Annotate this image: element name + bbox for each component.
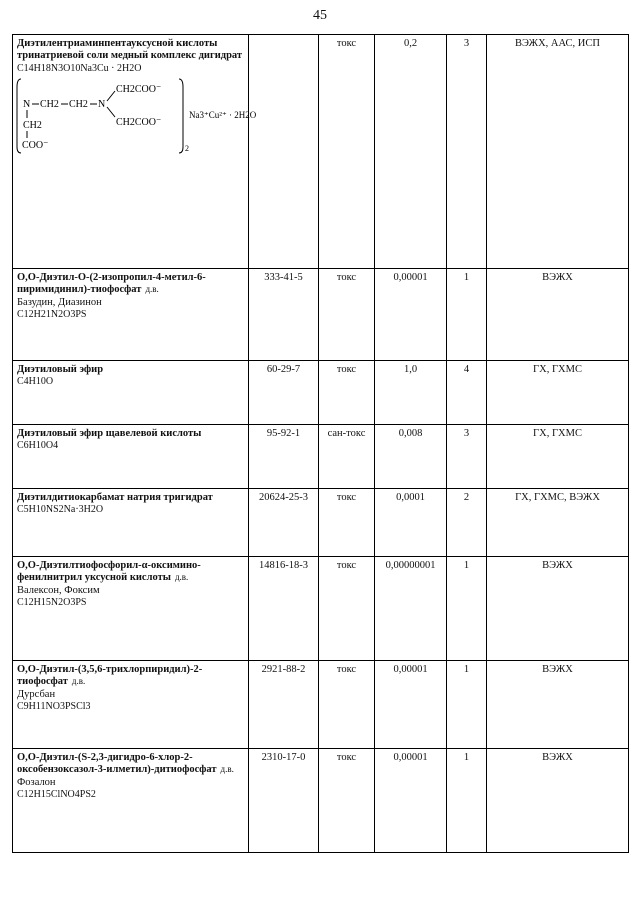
method-cell: ВЭЖХ xyxy=(487,269,629,361)
branch-bottom: CH2COO⁻ xyxy=(116,116,162,128)
cas-cell: 2310-17-0 xyxy=(249,749,319,853)
structural-formula xyxy=(17,77,257,155)
hazard-cell: токс xyxy=(319,35,375,269)
class-cell: 1 xyxy=(447,661,487,749)
down-coo: COO⁻ xyxy=(22,139,49,151)
n-right: N xyxy=(98,98,106,110)
ch2-b: CH2 xyxy=(69,98,88,110)
hazard-cell: токс xyxy=(319,749,375,853)
cas-cell: 60-29-7 xyxy=(249,361,319,425)
method-cell: ГХ, ГХМС xyxy=(487,361,629,425)
substance-formula: C12H15ClNO4PS2 xyxy=(17,789,96,801)
mpc-cell: 0,2 xyxy=(375,35,447,269)
method-cell: ГХ, ГХМС xyxy=(487,425,629,489)
substance-name: Диэтилентриаминпентауксусной кислоты тринатриевой соли медный комплекс дигидрат xyxy=(17,38,243,62)
substance-table xyxy=(12,34,629,853)
mpc-cell: 0,00001 xyxy=(375,749,447,853)
method-cell: ВЭЖХ xyxy=(487,749,629,853)
substance-name: O,O-Диэтил-(3,5,6-трихлорпиридил)-2-тиофосфат xyxy=(17,664,203,688)
cas-cell: 20624-25-3 xyxy=(249,489,319,557)
substance-name: O,O-Диэтил-(S-2,3-дигидро-6-хлор-2-оксобензоксазол-3-илметил)-дитиофосфат xyxy=(17,752,217,776)
method-cell: ГХ, ГХМС, ВЭЖХ xyxy=(487,489,629,557)
dv-mark: д.в. xyxy=(71,676,86,687)
class-cell: 4 xyxy=(447,361,487,425)
method-cell: ВЭЖХ, ААС, ИСП xyxy=(487,35,629,269)
substance-synonyms: Базудин, Диазинон xyxy=(17,296,102,308)
substance-name: O,O-Диэтилтиофосфорил-α-оксимино-фенилнитрил уксусной кислоты xyxy=(17,560,201,584)
substance-synonyms: Дурсбан xyxy=(17,688,56,700)
substance-cell xyxy=(13,661,249,749)
table-row xyxy=(13,269,629,361)
hazard-cell: токс xyxy=(319,361,375,425)
substance-formula: C5H10NS2Na·3H2O xyxy=(17,504,104,516)
table-row xyxy=(13,35,629,269)
method-cell: ВЭЖХ xyxy=(487,661,629,749)
dv-mark: д.в. xyxy=(145,284,159,295)
substance-cell xyxy=(13,35,257,269)
subscript-2: 2 xyxy=(185,143,189,153)
substance-cell xyxy=(13,361,249,425)
page-number: 45 xyxy=(313,8,327,23)
hazard-cell: токс xyxy=(319,661,375,749)
table-row xyxy=(13,749,629,853)
substance-formula: C4H10O xyxy=(17,376,54,388)
mpc-cell: 0,00001 xyxy=(375,661,447,749)
mpc-cell: 0,0001 xyxy=(375,489,447,557)
substance-name: Диэтиловый эфир щавелевой кислоты xyxy=(17,428,202,439)
hazard-cell: токс xyxy=(319,489,375,557)
substance-cell xyxy=(13,749,249,853)
substance-cell xyxy=(13,269,249,361)
class-cell: 2 xyxy=(447,489,487,557)
mpc-cell: 0,00001 xyxy=(375,269,447,361)
substance-name: O,O-Диэтил-O-(2-изопропил-4-метил-6-пиримидинил)-тиофосфат xyxy=(17,272,206,296)
table-row xyxy=(13,489,629,557)
n-left: N xyxy=(23,98,31,110)
substance-table-frame xyxy=(12,34,628,894)
class-cell: 1 xyxy=(447,557,487,661)
table-row xyxy=(13,361,629,425)
substance-name: Диэтилдитиокарбамат натрия тригидрат xyxy=(17,492,213,503)
class-cell: 3 xyxy=(447,35,487,269)
hazard-cell: сан-токс xyxy=(319,425,375,489)
substance-formula: C6H10O4 xyxy=(17,440,59,452)
table-row xyxy=(13,661,629,749)
substance-cell xyxy=(13,489,249,557)
dv-mark: д.в. xyxy=(174,572,189,583)
table-row xyxy=(13,557,629,661)
mpc-cell: 1,0 xyxy=(375,361,447,425)
class-cell: 3 xyxy=(447,425,487,489)
mpc-cell: 0,00000001 xyxy=(375,557,447,661)
cas-cell xyxy=(249,35,319,269)
salt-part: Na3⁺Cu²⁺ · 2H2O xyxy=(189,109,257,120)
table-row xyxy=(13,425,629,489)
substance-cell xyxy=(13,425,249,489)
substance-synonyms: Валексон, Фоксим xyxy=(17,584,100,596)
ch2-a: CH2 xyxy=(40,98,59,110)
substance-formula: C14H18N3O10Na3Cu · 2H2O xyxy=(17,62,142,74)
cas-cell: 14816-18-3 xyxy=(249,557,319,661)
hazard-cell: токс xyxy=(319,269,375,361)
substance-formula: C9H11NO3PSCl3 xyxy=(17,701,91,713)
cas-cell: 333-41-5 xyxy=(249,269,319,361)
substance-name: Диэтиловый эфир xyxy=(17,364,104,375)
cas-cell: 2921-88-2 xyxy=(249,661,319,749)
substance-formula: C12H21N2O3PS xyxy=(17,309,87,321)
substance-synonyms: Фозалон xyxy=(17,776,56,788)
mpc-cell: 0,008 xyxy=(375,425,447,489)
cas-cell: 95-92-1 xyxy=(249,425,319,489)
dv-mark: д.в. xyxy=(220,764,234,775)
branch-top: CH2COO⁻ xyxy=(116,83,162,95)
method-cell: ВЭЖХ xyxy=(487,557,629,661)
substance-cell xyxy=(13,557,249,661)
hazard-cell: токс xyxy=(319,557,375,661)
down-ch2: CH2 xyxy=(23,119,42,131)
substance-formula: C12H15N2O3PS xyxy=(17,597,87,609)
class-cell: 1 xyxy=(447,749,487,853)
class-cell: 1 xyxy=(447,269,487,361)
